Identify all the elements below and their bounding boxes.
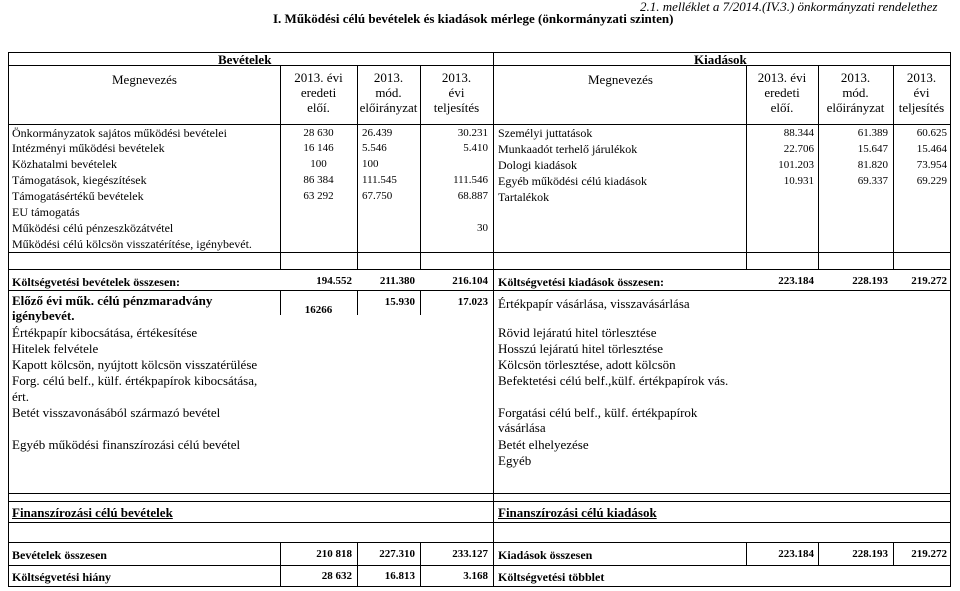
- expense-row-v3: 15.464: [916, 143, 947, 155]
- income-row-v2: 26.439: [362, 127, 393, 139]
- expense-total-v3: 219.272: [911, 275, 947, 287]
- income-row-label: Működési célú kölcsön visszatérítése, igénybevét.: [12, 237, 252, 251]
- income-row-v2: 67.750: [362, 190, 393, 202]
- grand-income-v2: 227.310: [379, 548, 415, 560]
- expense-row-v1: 88.344: [783, 127, 814, 139]
- expense-row-v2: 61.389: [857, 127, 888, 139]
- expense-row-label: Tartalékok: [498, 190, 550, 204]
- income-row-v1: 16 146: [303, 142, 334, 154]
- income-total-v1: 194.552: [316, 275, 352, 287]
- fin-expense-item: Kölcsön törlesztése, adott kölcsön: [498, 357, 676, 372]
- income-row-label: Közhatalmi bevételek: [12, 157, 117, 171]
- expense-row-label: Személyi juttatások: [498, 126, 593, 140]
- income-row-v1: 86 384: [303, 174, 334, 186]
- prev-surplus-label: Előző évi műk. célú pénzmaradvány igénybevét.: [12, 293, 213, 323]
- section-expense: Kiadások: [694, 52, 747, 67]
- grand-income-v3: 233.127: [452, 548, 488, 560]
- income-row-v3: 5.410: [463, 142, 488, 154]
- fin-income-item: Hitelek felvétele: [12, 341, 99, 356]
- income-row-v1: 63 292: [303, 190, 334, 202]
- fin-expense-item: Betét elhelyezése: [498, 437, 589, 452]
- expense-row-label: Egyéb működési célú kiadások: [498, 174, 647, 188]
- income-row-v1: 28 630: [303, 127, 334, 139]
- income-row-v3: 30: [477, 222, 488, 234]
- grand-expense-label: Kiadások összesen: [498, 548, 593, 562]
- col-header-original: 2013. évi eredeti előí.: [294, 70, 343, 115]
- income-row-v3: 30.231: [457, 127, 488, 139]
- income-total-v2: 211.380: [379, 275, 415, 287]
- income-row-v2: 5.546: [362, 142, 387, 154]
- expense-total-v2: 228.193: [852, 275, 888, 287]
- col-header-actual-exp: 2013. évi teljesítés: [898, 70, 945, 115]
- deficit-v2: 16.813: [384, 570, 415, 582]
- annex-reference: 2.1. melléklet a 7/2014.(IV.3.) önkormányzati rendelethez: [640, 0, 938, 14]
- fin-expense-item: Egyéb: [498, 453, 532, 468]
- expense-row-v2: 15.647: [857, 143, 888, 155]
- fin-expense-total: Finanszírozási célú kiadások: [498, 505, 657, 520]
- fin-income-item: Forg. célú belf., külf. értékpapírok kibocsátása,: [12, 373, 258, 388]
- income-total-v3: 216.104: [452, 275, 488, 287]
- income-row-label: Támogatások, kiegészítések: [12, 173, 147, 187]
- fin-income-total: Finanszírozási célú bevételek: [12, 505, 173, 520]
- col-name-income: Megnevezés: [112, 72, 177, 87]
- expense-row-v1: 101.203: [778, 159, 814, 171]
- col-header-modified: 2013. mód. előirányzat: [359, 70, 418, 115]
- prev-surplus-v2: 15.930: [384, 296, 415, 308]
- income-row-v2: 100: [362, 158, 379, 170]
- deficit-v3: 3.168: [463, 570, 488, 582]
- expense-row-v3: 69.229: [916, 175, 947, 187]
- expense-row-v1: 10.931: [783, 175, 814, 187]
- fin-expense-item: Hosszú lejáratú hitel törlesztése: [498, 341, 663, 356]
- fin-expense-item: Forgatási célú belf., külf. értékpapírok: [498, 405, 698, 420]
- expense-row-v2: 69.337: [857, 175, 888, 187]
- expense-row-label: Dologi kiadások: [498, 158, 577, 172]
- expense-row-v3: 60.625: [916, 127, 947, 139]
- col-header-original-exp: 2013. évi eredeti előí.: [757, 70, 807, 115]
- expense-row-v3: 73.954: [916, 159, 947, 171]
- grand-expense-v2: 228.193: [852, 548, 888, 560]
- fin-income-item: ért.: [12, 389, 29, 404]
- fin-income-item: Betét visszavonásából származó bevétel: [12, 405, 221, 420]
- surplus-label: Költségvetési többlet: [498, 570, 605, 584]
- income-row-v3: 68.887: [457, 190, 488, 202]
- income-row-label: Működési célú pénzeszközátvétel: [12, 221, 174, 235]
- income-row-v2: 111.545: [362, 174, 397, 186]
- fin-expense-item: vásárlása: [498, 420, 546, 435]
- section-income: Bevételek: [218, 52, 272, 67]
- grand-expense-v1: 223.184: [778, 548, 814, 560]
- deficit-label: Költségvetési hiány: [12, 570, 111, 584]
- fin-expense-item: Rövid lejáratú hitel törlesztése: [498, 325, 657, 340]
- expense-row-v2: 81.820: [857, 159, 888, 171]
- grand-income-v1: 210 818: [316, 548, 352, 560]
- income-row-v3: 111.546: [453, 174, 488, 186]
- income-row-label: Intézményi működési bevételek: [12, 141, 165, 155]
- fin-income-item: Egyéb működési finanszírozási célú bevétel: [12, 437, 241, 452]
- grand-expense-v3: 219.272: [911, 548, 947, 560]
- grand-income-label: Bevételek összesen: [12, 548, 107, 562]
- prev-surplus-v3: 17.023: [457, 296, 488, 308]
- income-row-v1: 100: [310, 158, 327, 170]
- col-name-expense: Megnevezés: [588, 72, 653, 87]
- expense-row-v1: 22.706: [783, 143, 814, 155]
- income-row-label: EU támogatás: [12, 205, 80, 219]
- col-header-actual: 2013. évi teljesítés: [433, 70, 480, 115]
- col-header-modified-exp: 2013. mód. előirányzat: [826, 70, 885, 115]
- fin-income-item: Értékpapír kibocsátása, értékesítése: [12, 325, 198, 340]
- deficit-v1: 28 632: [321, 570, 352, 582]
- expense-total-v1: 223.184: [778, 275, 814, 287]
- income-row-label: Önkormányzatok sajátos működési bevételei: [12, 126, 227, 140]
- expense-row-label: Munkaadót terhelő járulékok: [498, 142, 638, 156]
- income-total-label: Költségvetési bevételek összesen:: [12, 275, 180, 289]
- fin-expense-item: Értékpapír vásárlása, visszavásárlása: [498, 296, 690, 311]
- page-title: I. Működési célú bevételek és kiadások mérlege (önkormányzati szinten): [273, 11, 674, 26]
- fin-income-item: Kapott kölcsön, nyújtott kölcsön visszatérülése: [12, 357, 258, 372]
- fin-expense-item: Befektetési célú belf.,külf. értékpapírok vás.: [498, 373, 729, 388]
- expense-total-label: Költségvetési kiadások összesen:: [498, 275, 664, 289]
- income-row-label: Támogatásértékű bevételek: [12, 189, 144, 203]
- prev-surplus-v1: 16266: [304, 304, 333, 316]
